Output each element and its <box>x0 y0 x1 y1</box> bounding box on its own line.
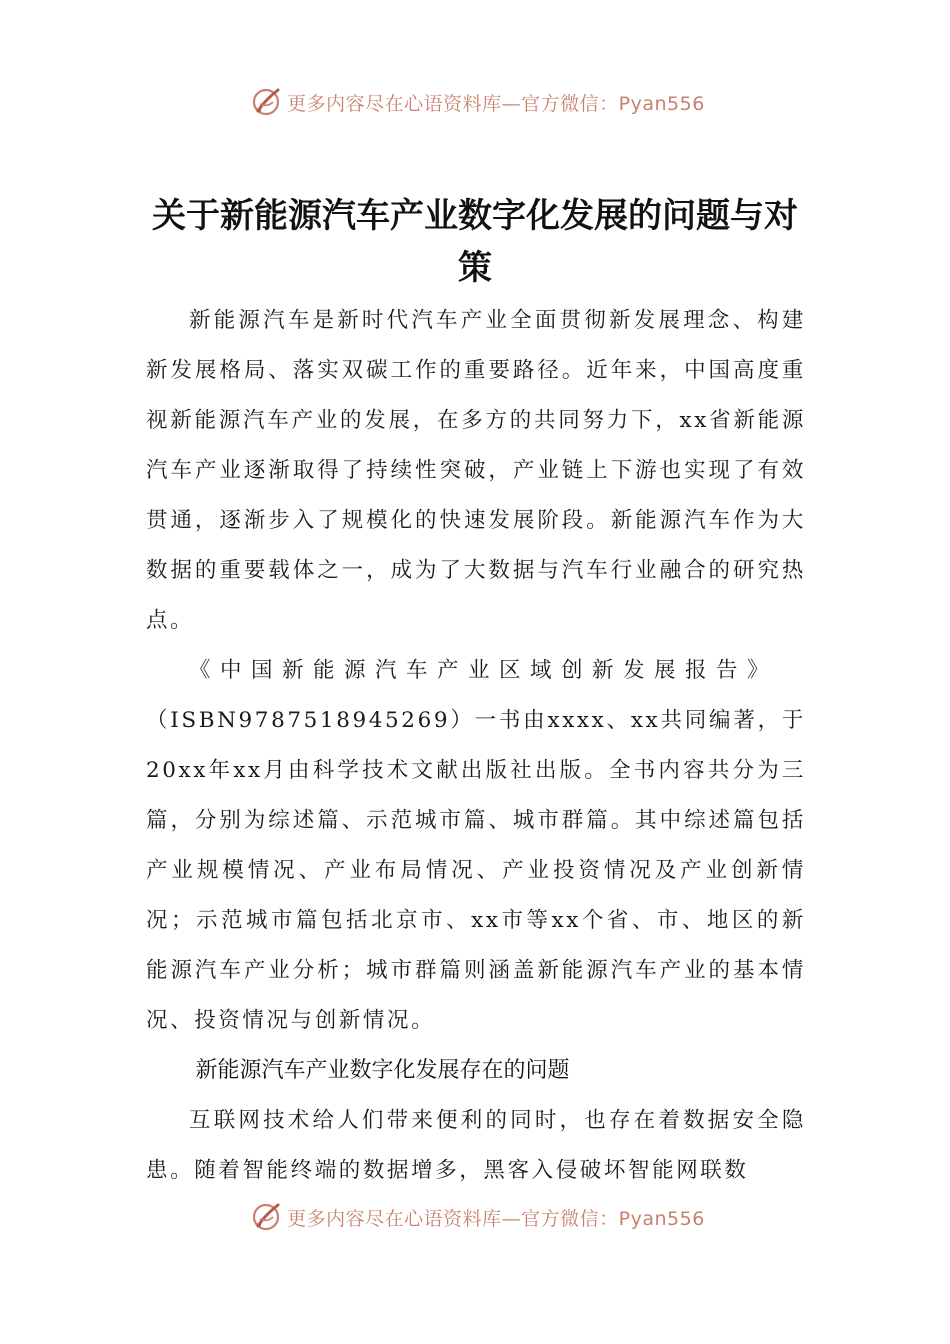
document-title: 关于新能源汽车产业数字化发展的问题与对策 <box>152 196 798 288</box>
document-body <box>146 296 806 1196</box>
pen-logo-icon <box>249 1202 283 1234</box>
section-heading: 新能源汽车产业数字化发展存在的问题 <box>195 1058 570 1083</box>
footer-watermark-banner <box>0 1202 950 1238</box>
paragraph-book-details: （ISBN9787518945269）一书由xxxx、xx共同编著，于20xx年xx月由科学技术文献出版社出版。全书内容共分为三篇，分别为综述篇、示范城市篇、城市群篇。其中综述篇包括产业规模情况、产业布局情况、产业投资情况及产业创新情况；示范城市篇包括北京市、xx市等xx个省、市、地区的新能源汽车产业分析；城市群篇则涵盖新能源汽车产业的基本情况、投资情况与创新情况。 <box>146 708 806 1033</box>
paragraph-book-title: 《中国新能源汽车产业区域创新发展报告》 <box>189 658 779 683</box>
header-watermark-banner <box>0 82 950 122</box>
paragraph-intro: 新能源汽车是新时代汽车产业全面贯彻新发展理念、构建新发展格局、落实双碳工作的重要路径。近年来，中国高度重视新能源汽车产业的发展，在多方的共同努力下，xx省新能源汽车产业逐渐取得了持续性突破，产业链上下游也实现了有效贯通，逐渐步入了规模化的快速发展阶段。新能源汽车作为大数据的重要载体之一，成为了大数据与汽车行业融合的研究热点。 <box>146 308 806 633</box>
wechat-id: Pyan556 <box>618 1207 705 1230</box>
banner-text: 更多内容尽在心语资料库—官方微信：Pyan556 <box>287 92 705 115</box>
pen-logo-icon <box>249 85 283 119</box>
banner-text: 更多内容尽在心语资料库—官方微信：Pyan556 <box>287 1207 705 1230</box>
wechat-id: Pyan556 <box>618 92 705 115</box>
paragraph-problems: 互联网技术给人们带来便利的同时，也存在着数据安全隐患。随着智能终端的数据增多，黑客入侵破坏智能网联数 <box>146 1108 806 1183</box>
